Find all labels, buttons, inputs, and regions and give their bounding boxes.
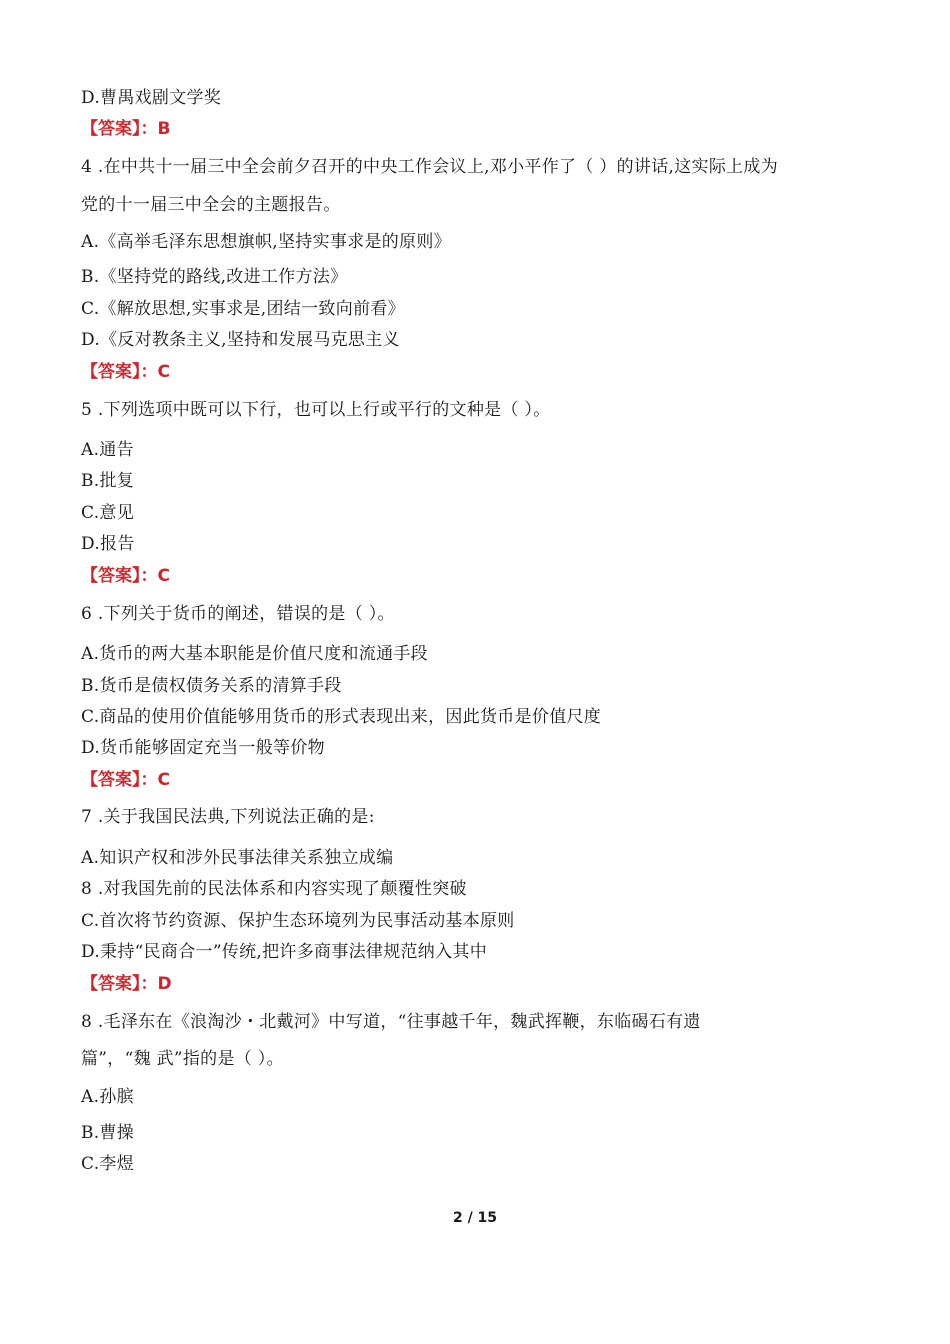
option-line: C.意见 <box>81 503 135 523</box>
option-line: B.《坚持党的路线,改进工作方法》 <box>81 267 348 287</box>
answer-label: 【答案】：B <box>81 119 171 139</box>
option-line: B.批复 <box>81 471 135 491</box>
answer-label: 【答案】：C <box>81 362 170 382</box>
question-text: 4 .在中共十一届三中全会前夕召开的中央工作会议上,邓小平作了（ ）的讲话,这实际上成为 <box>81 157 779 177</box>
question-text: 7 .关于我国民法典,下列说法正确的是: <box>81 807 375 827</box>
option-line: B.货币是债权债务关系的清算手段 <box>81 676 342 696</box>
option-line: A.知识产权和涉外民事法律关系独立成编 <box>81 848 394 868</box>
option-line: D.报告 <box>81 534 135 554</box>
answer-label: 【答案】：C <box>81 770 170 790</box>
option-line: A.《高举毛泽东思想旗帜,坚持实事求是的原则》 <box>81 232 451 252</box>
option-line: C.李煜 <box>81 1154 135 1174</box>
option-line: C.首次将节约资源、保护生态环境列为民事活动基本原则 <box>81 911 515 931</box>
option-line: A.孙膑 <box>81 1087 134 1107</box>
option-line: D.曹禺戏剧文学奖 <box>81 88 222 108</box>
question-text-continued: 党的十一届三中全会的主题报告。 <box>81 195 341 215</box>
question-text: 5 .下列选项中既可以下行，也可以上行或平行的文种是（ ）。 <box>81 400 551 420</box>
option-line: B.曹操 <box>81 1123 135 1143</box>
page-number: 2 / 15 <box>452 1210 498 1226</box>
option-line: 8 .对我国先前的民法体系和内容实现了颠覆性突破 <box>81 879 467 899</box>
option-line: D.货币能够固定充当一般等价物 <box>81 738 325 758</box>
option-line: A.通告 <box>81 440 134 460</box>
question-text: 8 .毛泽东在《浪淘沙・北戴河》中写道，“往事越千年，魏武挥鞭，东临碣石有遗 <box>81 1012 701 1032</box>
option-line: D.秉持“民商合一”传统,把许多商事法律规范纳入其中 <box>81 942 488 962</box>
question-text-continued: 篇”，“魏 武”指的是（ ）。 <box>81 1049 284 1069</box>
answer-label: 【答案】：C <box>81 566 170 586</box>
option-line: C.商品的使用价值能够用货币的形式表现出来，因此货币是价值尺度 <box>81 707 602 727</box>
question-text: 6 .下列关于货币的阐述，错误的是（ ）。 <box>81 604 395 624</box>
option-line: A.货币的两大基本职能是价值尺度和流通手段 <box>81 644 428 664</box>
answer-label: 【答案】：D <box>81 974 172 994</box>
option-line: C.《解放思想,实事求是,团结一致向前看》 <box>81 299 405 319</box>
option-line: D.《反对教条主义,坚持和发展马克思主义 <box>81 330 400 350</box>
